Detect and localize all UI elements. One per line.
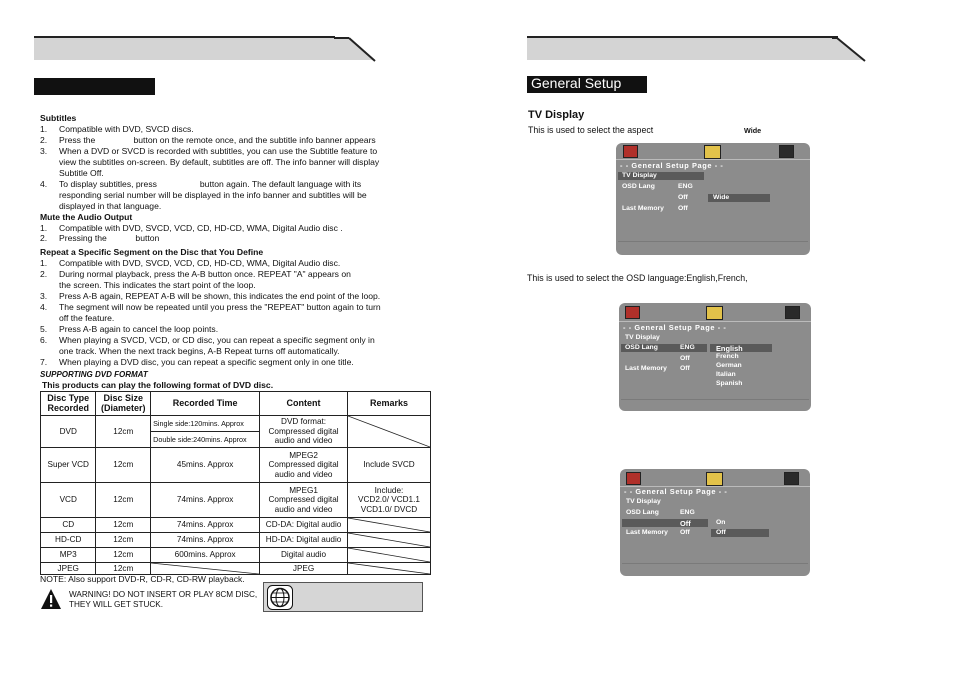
option-french[interactable]: French xyxy=(716,353,739,360)
audio-setup-icon xyxy=(706,306,723,320)
option-wide[interactable]: Wide xyxy=(713,194,730,201)
value-osd-lang: ENG xyxy=(680,509,695,516)
value-off: Off xyxy=(680,519,691,528)
format-heading: SUPPORTING DVD FORMAT xyxy=(40,370,148,379)
tv-setup-icon xyxy=(623,145,638,158)
preference-icon xyxy=(785,306,800,319)
subtitles-item-4-line2: responding serial number will be displayed in the info banner and subtitles will be xyxy=(59,190,367,200)
right-header-top-line xyxy=(527,36,838,38)
left-header-band xyxy=(34,38,334,60)
tv-setup-icon xyxy=(626,472,641,485)
tv-display-desc: This is used to select the aspect xyxy=(528,125,654,135)
header-remarks: Remarks xyxy=(347,392,430,416)
option-off[interactable]: Off xyxy=(716,529,726,536)
menu-tv-display[interactable]: TV Display xyxy=(625,334,660,341)
disc-format-table xyxy=(40,391,431,575)
tv-display-desc-value: Wide xyxy=(744,126,762,135)
value-off: Off xyxy=(680,355,690,362)
subtitles-item-2-num: 2. xyxy=(40,135,48,145)
repeat-item-3-num: 3. xyxy=(40,291,48,301)
mute-item-2: Pressing the button xyxy=(59,233,160,243)
subtitles-item-1: Compatible with DVD, SVCD discs. xyxy=(59,124,194,134)
table-row: CD 12cm 74mins. Approx CD-DA: Digital audio xyxy=(41,518,431,533)
osd-screen-language xyxy=(619,303,811,411)
mute-item-1: Compatible with DVD, SVCD, VCD, CD, HD-CD, WMA, Digital Audio disc . xyxy=(59,223,343,233)
subtitles-item-3-line2: view the subtitles on-screen. By default, subtitles are off. The info banner will display xyxy=(59,157,380,167)
repeat-item-7-num: 7. xyxy=(40,357,48,367)
osd-title: - - General Setup Page - - xyxy=(623,323,727,332)
left-header-tab-shape xyxy=(334,36,378,64)
format-note: NOTE: Also support DVD-R, CD-R, CD-RW playback. xyxy=(40,574,245,584)
region-globe-icon xyxy=(267,585,293,610)
right-header-band xyxy=(527,38,833,60)
option-on[interactable]: On xyxy=(716,519,726,526)
header-disc-type: Disc Type Recorded xyxy=(41,392,96,416)
repeat-item-6-line1: When playing a SVCD, VCD, or CD disc, you can repeat a specific segment only in xyxy=(59,335,375,345)
repeat-item-3: Press A-B again, REPEAT A-B will be shown, this indicates the end point of the loop. xyxy=(59,291,381,301)
option-spanish[interactable]: Spanish xyxy=(716,380,743,387)
tv-setup-icon xyxy=(625,306,640,319)
table-row: VCD 12cm 74mins. Approx MPEG1 Compressed digital audio and video Include: VCD2.0/ VCD1.1 VCD1.0/ DVCD xyxy=(41,483,431,518)
value-last-memory: Off xyxy=(680,529,690,536)
warning-line-1: WARNING! DO NOT INSERT OR PLAY 8CM DISC, xyxy=(69,590,258,599)
repeat-item-5-num: 5. xyxy=(40,324,48,334)
preference-icon xyxy=(779,145,794,158)
osd-title: - - General Setup Page - - xyxy=(620,161,724,170)
repeat-item-1-num: 1. xyxy=(40,258,48,268)
menu-osd-lang[interactable]: OSD Lang xyxy=(625,344,658,351)
header-content: Content xyxy=(260,392,348,416)
repeat-item-7: When playing a DVD disc, you can repeat a specific segment only in one title. xyxy=(59,357,354,367)
subtitles-item-1-num: 1. xyxy=(40,124,48,134)
osd-screen-tv-display xyxy=(616,143,810,255)
subtitles-item-3-line3: Subtitle Off. xyxy=(59,168,104,178)
preference-icon xyxy=(784,472,799,485)
mute-heading: Mute the Audio Output xyxy=(40,212,133,222)
menu-last-memory[interactable]: Last Memory xyxy=(622,205,664,212)
mute-item-1-num: 1. xyxy=(40,223,48,233)
repeat-item-1: Compatible with DVD, SVCD, VCD, CD, HD-CD, WMA, Digital Audio disc. xyxy=(59,258,341,268)
value-last-memory: Off xyxy=(680,365,690,372)
format-intro: This products can play the following format of DVD disc. xyxy=(42,380,274,390)
dvd-remarks-blank xyxy=(347,416,430,448)
repeat-item-5: Press A-B again to cancel the loop points. xyxy=(59,324,219,334)
header-recorded-time: Recorded Time xyxy=(151,392,260,416)
general-setup-title: General Setup xyxy=(531,75,622,91)
table-row: JPEG 12cm JPEG xyxy=(41,563,431,575)
table-row: Double side:240mins. Approx xyxy=(41,432,431,448)
menu-osd-lang[interactable]: OSD Lang xyxy=(626,509,659,516)
left-header-top-line xyxy=(34,36,335,38)
subtitles-item-4-num: 4. xyxy=(40,179,48,189)
value-osd-lang: ENG xyxy=(678,183,693,190)
repeat-item-6-line2: one track. When the next track begins, A-B Repeat turns off automatically. xyxy=(59,346,340,356)
repeat-item-2-num: 2. xyxy=(40,269,48,279)
repeat-heading: Repeat a Specific Segment on the Disc that You Define xyxy=(40,247,264,257)
subtitles-item-3-line1: When a DVD or SVCD is recorded with subtitles, you can use the Subtitle feature to xyxy=(59,146,378,156)
left-section-label-block xyxy=(34,78,155,95)
table-row: DVD 12cm Single side:120mins. Approx DVD format: Compressed digital audio and video xyxy=(41,416,431,432)
subtitles-item-3-num: 3. xyxy=(40,146,48,156)
tv-display-heading: TV Display xyxy=(528,109,585,121)
option-german[interactable]: German xyxy=(716,362,742,369)
table-row: HD-CD 12cm 74mins. Approx HD-DA: Digital audio xyxy=(41,533,431,548)
warning-triangle-icon xyxy=(40,588,62,610)
table-row: Super VCD 12cm 45mins. Approx MPEG2 Compressed digital audio and video Include SVCD xyxy=(41,448,431,483)
value-last-memory: Off xyxy=(678,205,688,212)
warning-line-2: THEY WILL GET STUCK. xyxy=(69,600,164,609)
osd-screen-last-memory xyxy=(620,469,810,576)
repeat-item-4-line1: The segment will now be repeated until you press the "REPEAT" button again to turn xyxy=(59,302,381,312)
repeat-item-4-line2: off the feature. xyxy=(59,313,115,323)
header-disc-size: Disc Size (Diameter) xyxy=(96,392,151,416)
value-osd-lang: ENG xyxy=(680,344,695,351)
repeat-item-6-num: 6. xyxy=(40,335,48,345)
subtitles-item-2: Press the button on the remote once, and the subtitle info banner appears xyxy=(59,135,376,145)
menu-tv-display[interactable]: TV Display xyxy=(626,498,661,505)
subtitles-item-4-line3: displayed in that language. xyxy=(59,201,162,211)
repeat-item-4-num: 4. xyxy=(40,302,48,312)
option-english[interactable]: English xyxy=(716,344,743,353)
audio-setup-icon xyxy=(706,472,723,486)
repeat-item-2-line2: the screen. This indicates the start point of the loop. xyxy=(59,280,256,290)
osd-title: - - General Setup Page - - xyxy=(624,487,728,496)
menu-last-memory[interactable]: Last Memory xyxy=(626,529,668,536)
subtitles-item-4-line1: To display subtitles, press button again. The default language with its xyxy=(59,179,362,189)
subtitles-heading: Subtitles xyxy=(40,113,77,123)
option-italian[interactable]: Italian xyxy=(716,371,736,378)
audio-setup-icon xyxy=(704,145,721,159)
right-header-tab-shape xyxy=(832,36,876,64)
menu-last-memory[interactable]: Last Memory xyxy=(625,365,667,372)
repeat-item-2-line1: During normal playback, press the A-B button once. REPEAT "A" appears on xyxy=(59,269,351,279)
mute-item-2-num: 2. xyxy=(40,233,48,243)
menu-tv-display[interactable]: TV Display xyxy=(622,172,657,179)
osd-lang-desc: This is used to select the OSD language:English,French, xyxy=(527,273,748,283)
table-row: MP3 12cm 600mins. Approx Digital audio xyxy=(41,548,431,563)
menu-osd-lang[interactable]: OSD Lang xyxy=(622,183,655,190)
value-off: Off xyxy=(678,194,688,201)
